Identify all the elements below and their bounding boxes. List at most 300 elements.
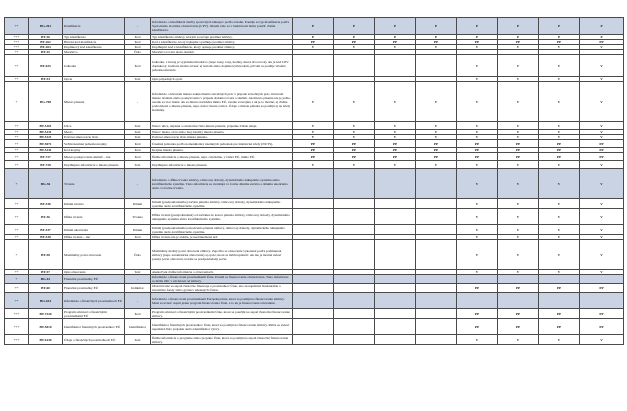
requirement-flag-cell: V [457, 335, 498, 345]
requirement-flag-cell: V [498, 45, 539, 50]
term-name-cell: Opis obnovenia [63, 270, 125, 275]
code-cell-text: BT-5121 [39, 135, 52, 139]
requirement-flag-cell: PP [539, 148, 580, 153]
requirement-flag-cell: V [416, 135, 457, 140]
table-row [5, 275, 624, 284]
requirement-flag-cell: PP [539, 309, 580, 319]
requirement-flag-cell: PP [457, 284, 498, 293]
requirement-flag-cell: PP [457, 153, 498, 161]
code-cell-text: BT-57 [41, 270, 50, 274]
requirement-flag-cell [375, 55, 416, 77]
requirement-flag-cell: V [334, 161, 375, 169]
term-name-cell: Dátum začatia [63, 199, 125, 209]
requirement-flag-cell [539, 275, 580, 284]
requirement-flag-cell: V [498, 55, 539, 77]
code-cell [29, 309, 63, 319]
code-cell [29, 209, 63, 225]
representation-type-cell: Kód [125, 235, 151, 240]
requirement-flag-cell: P [580, 35, 624, 40]
requirement-flag-cell: P [293, 18, 334, 35]
requirement-flag-cell: V [457, 82, 498, 122]
requirement-flag-cell: P [293, 35, 334, 40]
level-cell: ++ [5, 130, 29, 135]
requirement-flag-cell: V [539, 122, 580, 130]
requirement-flag-cell [334, 55, 375, 77]
code-cell-text: BT-54 [41, 77, 50, 81]
requirement-flag-cell: V [457, 199, 498, 209]
requirement-flag-cell [375, 169, 416, 199]
requirement-flag-cell: PP [498, 153, 539, 161]
term-name-cell: Finančné prostriedky EÚ [63, 284, 125, 293]
table-row [5, 284, 624, 293]
table-row [5, 161, 624, 169]
requirement-flag-cell: V [498, 82, 539, 122]
code-cell [29, 240, 63, 270]
requirement-flag-cell: P [334, 18, 375, 35]
code-cell-text: BT-36 [41, 214, 50, 219]
requirement-flag-cell [498, 293, 539, 309]
representation-type-cell: Kód [125, 40, 151, 45]
definition-cell: Územná jednotka podľa nomenklatúry územných jednotiek pre štatistické účely (NUTS). [151, 140, 293, 148]
requirement-flag-cell: V [498, 122, 539, 130]
requirement-flag-cell: V [539, 161, 580, 169]
requirement-flag-cell: V [580, 135, 624, 140]
requirement-flag-cell: PP [293, 140, 334, 148]
representation-type-cell: Číslo [125, 50, 151, 55]
table-row [5, 199, 624, 209]
requirement-flag-cell: PP [580, 40, 624, 45]
requirement-flag-cell [580, 275, 624, 284]
requirement-flag-cell [457, 275, 498, 284]
requirement-flag-cell: V [416, 122, 457, 130]
requirement-flag-cell [375, 284, 416, 293]
code-cell-text: BT-263 [40, 45, 51, 49]
requirement-flag-cell: V [580, 225, 624, 235]
definition-cell: Obstarávanie sa aspoň čiastočne financuje z prostriedkov Únie, ako sú napríklad štrukturálne a investičné fondy alebo grantov udelených Úniou. [151, 284, 293, 293]
definition-cell: Maximálny možný počet obnovení zmluvy. Započíta sa obnovenie vykonané podľa podmienok zmluvy (napr. automatické obnovenie) aj opcie, ktoré sa môžu uplatniť. Ak nie je možné uviesť presný počet obnovení, uvedie sa predpokladaný počet. [151, 240, 293, 270]
definition-cell: Dĺžka trvania (predpokladaná) od začiatku do konca plnenia zmluvy, rámcovej dohody, dynamického nákupného systému alebo kvalifikačného systému. [151, 209, 293, 225]
term-name-cell: Dátum ukončenia [63, 225, 125, 235]
requirement-flag-cell: PP [498, 284, 539, 293]
term-name-cell: Miesto plnenia [63, 82, 125, 122]
representation-type-cell: Kód [125, 148, 151, 153]
requirement-flag-cell: V [416, 161, 457, 169]
definition-cell: Opis prípadných opcií. [151, 77, 293, 82]
code-cell-text: BT-7220 [39, 311, 52, 316]
requirement-flag-cell [293, 169, 334, 199]
requirement-flag-cell: V [498, 240, 539, 270]
term-name-cell: Ulica [63, 122, 125, 130]
requirement-flag-cell [416, 55, 457, 77]
definition-cell: Informácie o financovaní prostriedkami Únie. Posúdi sa financovanie obstarávania. Tieto informácie sa môžu líšiť v závislosti od zmluvy. [151, 275, 293, 284]
requirement-flag-cell: PP [580, 284, 624, 293]
code-cell-text: BT-5101 [39, 123, 52, 128]
requirement-flag-cell: PP [457, 40, 498, 45]
definition-cell: Jednotka, v ktorej je vyjadrené množstvo (napr. kusy, tony, hodiny, metre štvorcové). Ak je kód CPV doplnkový, hodnotu možno uviesť aj textom alebo doplnkovým kódom, pričom sa použije vhodná jednotka merania. [151, 55, 293, 77]
definition-cell: Krajina miesta plnenia. [151, 148, 293, 153]
code-cell-text: BT-262 [40, 40, 51, 44]
requirement-flag-cell: V [457, 209, 498, 225]
table-row [5, 335, 624, 345]
requirement-flag-cell: V [293, 122, 334, 130]
requirement-flag-cell: P [539, 35, 580, 40]
term-name-cell: Identifikátor finančných prostriedkov EÚ [63, 319, 125, 335]
requirement-flag-cell [334, 169, 375, 199]
requirement-flag-cell [416, 284, 457, 293]
requirement-flag-cell [498, 275, 539, 284]
requirement-flag-cell: V [416, 130, 457, 135]
requirement-flag-cell: PP [498, 140, 539, 148]
level-cell: ++ [5, 50, 29, 55]
table-row [5, 319, 624, 335]
level-cell: ++ [5, 153, 29, 161]
representation-type-cell: Trvanie [125, 209, 151, 225]
requirement-flag-cell: PP [416, 140, 457, 148]
definition-cell: Informácie o financovaní prostriedkami Európskej únie, ktoré sa použijú na financovanie zmluvy. Musí sa uviesť aspoň jeden program financovania Únie, a to ak je financovanie relevantné. [151, 293, 293, 309]
definition-cell: Akékoľvek ďalšie informácie o obnoveniach. [151, 270, 293, 275]
requirement-flag-cell: V [416, 82, 457, 122]
definition-cell: Ďalšie informácie o mieste plnenia, napr. celoštátne, v rámci EÚ, mimo EÚ. [151, 153, 293, 161]
requirement-flag-cell: V [580, 77, 624, 82]
requirement-flag-cell: V [580, 199, 624, 209]
requirement-flag-cell: V [334, 82, 375, 122]
level-cell: ++ [5, 284, 29, 293]
requirement-flag-cell: P [457, 35, 498, 40]
requirement-flag-cell: V [539, 130, 580, 135]
requirement-flag-cell: PP [416, 40, 457, 45]
term-name-cell: Jednotka [63, 55, 125, 77]
requirement-flag-cell: V [457, 235, 498, 240]
requirement-flag-cell [457, 293, 498, 309]
definition-cell: Množstvo tovaru alebo služieb. [151, 50, 293, 55]
requirement-flag-cell: V [334, 122, 375, 130]
code-cell-text: BG-708 [39, 99, 52, 104]
requirement-flag-cell: V [498, 169, 539, 199]
requirement-flag-cell: PP [498, 309, 539, 319]
code-cell [29, 55, 63, 77]
code-cell-text: BG-61 [40, 277, 51, 281]
requirement-flag-cell: V [375, 130, 416, 135]
representation-type-cell: Text [125, 161, 151, 169]
requirement-flag-cell: V [580, 161, 624, 169]
requirement-flag-cell: V [498, 199, 539, 209]
requirement-flag-cell: PP [293, 148, 334, 153]
level-cell: ++ [5, 148, 29, 153]
code-cell [29, 153, 63, 161]
requirement-flag-cell: V [539, 135, 580, 140]
code-cell-text: BT-625 [40, 63, 51, 68]
requirement-flag-cell [416, 225, 457, 235]
level-cell: ++ [5, 77, 29, 82]
code-cell-text: BT-58 [41, 252, 50, 257]
requirement-flag-cell [416, 309, 457, 319]
requirement-flag-cell [580, 293, 624, 309]
level-cell: +++ [5, 35, 29, 40]
requirement-flag-cell: V [375, 161, 416, 169]
code-cell [29, 319, 63, 335]
code-cell-text: BT-536 [40, 201, 51, 206]
definition-cell: Informácie o hlavnom mieste uskutočnenia stavebných prác v prípade stavebných prác, hlavnom mieste dodania alebo poskytovania v prípade dodania tovaru a služieb. Ak miesto plnenia nie je jedno, uvedie sa viac miest. Ak sa miesto nachádza mimo EÚ, uvedie sa krajina a ak je to možné, aj ďalšie podrobnosti o mieste plnenia, napr. názov mesta a ulice. Údaje o mieste plnenia sa použijú aj na účely štatistiky. [151, 82, 293, 122]
term-name-cell: Klasifikácia [63, 18, 125, 35]
level-cell: +++ [5, 40, 29, 45]
requirement-flag-cell: P [539, 18, 580, 35]
requirement-flag-cell: V [457, 122, 498, 130]
requirement-flag-cell: PP [334, 153, 375, 161]
table-row [5, 209, 624, 225]
requirement-flag-cell: PP [539, 140, 580, 148]
term-name-cell: Dĺžka trvania – iné [63, 235, 125, 240]
requirement-flag-cell: V [498, 225, 539, 235]
definition-cell: Informácie o dĺžke trvania zmluvy, rámcovej dohody, dynamického nákupného systému alebo kvalifikačného systému. Tieto informácie sa uvádzajú vo forme dátumu začatia a dátumu ukončenia alebo vo forme trvania. [151, 169, 293, 199]
requirement-flag-cell [416, 169, 457, 199]
code-cell [29, 275, 63, 284]
requirement-flag-cell: PP [457, 148, 498, 153]
requirement-flag-cell: V [375, 45, 416, 50]
requirement-flag-cell: P [375, 18, 416, 35]
requirement-flag-cell: V [580, 55, 624, 77]
term-name-cell: Doplňujúce informácie o mieste plnenia [63, 161, 125, 169]
requirement-flag-cell: V [498, 161, 539, 169]
level-cell: +++ [5, 309, 29, 319]
requirement-flag-cell [416, 319, 457, 335]
requirement-flag-cell: V [375, 122, 416, 130]
requirement-flag-cell: V [498, 270, 539, 275]
code-cell-text: BT-26 [41, 35, 50, 39]
requirement-flag-cell [375, 335, 416, 345]
requirement-flag-cell [375, 319, 416, 335]
table-row [5, 82, 624, 122]
code-cell-text: BT-727 [40, 154, 51, 159]
table-row [5, 293, 624, 309]
requirement-flag-cell: V [539, 199, 580, 209]
table-row [5, 18, 624, 35]
code-cell [29, 82, 63, 122]
code-cell-text: BT-537 [40, 227, 51, 232]
level-cell: ++ [5, 270, 29, 275]
code-cell [29, 293, 63, 309]
requirement-flag-cell [416, 209, 457, 225]
requirement-flag-cell: PP [498, 148, 539, 153]
requirement-flag-cell [375, 209, 416, 225]
requirement-flag-cell: PP [539, 284, 580, 293]
level-cell: + [5, 82, 29, 122]
level-cell: ++ [5, 209, 29, 225]
requirement-flag-cell [334, 240, 375, 270]
term-name-cell: Mesto [63, 130, 125, 135]
level-cell: + [5, 169, 29, 199]
requirement-flag-cell [293, 335, 334, 345]
requirement-flag-cell [293, 293, 334, 309]
code-cell-text: BT-5131 [39, 130, 52, 134]
term-name-cell: Poštové smerovacie číslo [63, 135, 125, 140]
requirement-flag-cell: V [293, 45, 334, 50]
level-cell: ++ [5, 18, 29, 35]
representation-type-cell: - [125, 169, 151, 199]
requirement-flag-cell [375, 240, 416, 270]
code-cell [29, 225, 63, 235]
requirement-flag-cell: PP [375, 148, 416, 153]
definition-cell: Doplňujúci kód z klasifikácie, ktorý opisuje predmet zmluvy. [151, 45, 293, 50]
code-cell [29, 169, 63, 199]
requirement-flag-cell: V [539, 225, 580, 235]
requirement-flag-cell [293, 209, 334, 225]
requirement-flag-cell: V [293, 135, 334, 140]
requirement-flag-cell: V [457, 77, 498, 82]
requirement-flag-cell: PP [539, 40, 580, 45]
requirement-flag-cell [375, 309, 416, 319]
requirement-flag-cell [416, 240, 457, 270]
requirement-flag-cell: PP [375, 40, 416, 45]
representation-type-cell: Kód [125, 45, 151, 50]
requirement-flag-cell [416, 335, 457, 345]
level-cell: ++ [5, 161, 29, 169]
term-name-cell: Finančné prostriedky EÚ [63, 275, 125, 284]
requirement-flag-cell: PP [580, 140, 624, 148]
requirement-flag-cell: V [457, 55, 498, 77]
table-row [5, 309, 624, 319]
term-name-cell: Doplnkový kód klasifikácie [63, 45, 125, 50]
requirement-flag-cell: P [334, 35, 375, 40]
code-cell [29, 335, 63, 345]
table-row [5, 153, 624, 161]
requirement-flag-cell: P [498, 18, 539, 35]
requirement-flag-cell: V [539, 55, 580, 77]
requirement-flag-cell: V [539, 45, 580, 50]
requirement-flag-cell: V [498, 209, 539, 225]
table-row [5, 225, 624, 235]
requirement-flag-cell [416, 275, 457, 284]
definition-cell: Identifikátor finančných prostriedkov Únie, ktoré sa použijú na financovanie zmluvy. Môže sa uviesť napríklad číslo projektu alebo identifikátor výzvy. [151, 319, 293, 335]
representation-type-cell: - [125, 275, 151, 284]
requirement-flag-cell [375, 225, 416, 235]
term-name-cell: Údaje o finančných prostriedkoch EÚ [63, 335, 125, 345]
representation-type-cell: Kód [125, 153, 151, 161]
code-cell-text: BG-614 [39, 298, 52, 303]
requirement-flag-cell: V [498, 335, 539, 345]
requirement-flag-cell: V [457, 240, 498, 270]
requirement-flag-cell: V [457, 161, 498, 169]
requirement-flag-cell: V [580, 235, 624, 240]
requirement-flag-cell [334, 275, 375, 284]
requirement-flag-cell: PP [416, 148, 457, 153]
requirement-flag-cell [334, 335, 375, 345]
requirement-flag-cell [334, 225, 375, 235]
level-cell: +++ [5, 319, 29, 335]
representation-type-cell: Kód [125, 140, 151, 148]
requirement-flag-cell: PP [580, 309, 624, 319]
requirement-flag-cell: V [457, 270, 498, 275]
level-cell: + [5, 275, 29, 284]
requirement-flag-cell [375, 275, 416, 284]
requirement-flag-cell [334, 293, 375, 309]
code-cell-text: BG-261 [39, 24, 52, 28]
requirement-flag-cell: V [539, 209, 580, 225]
level-cell: ++ [5, 140, 29, 148]
level-cell: ++ [5, 135, 29, 140]
requirement-flag-cell [334, 284, 375, 293]
code-cell [29, 122, 63, 130]
representation-type-cell: Kód [125, 55, 151, 77]
requirement-flag-cell: V [498, 77, 539, 82]
requirement-flag-cell [293, 275, 334, 284]
table-row [5, 169, 624, 199]
requirement-flag-cell: V [334, 45, 375, 50]
requirement-flag-cell: PP [334, 140, 375, 148]
requirement-flag-cell: PP [293, 153, 334, 161]
requirement-flag-cell [416, 199, 457, 209]
requirement-flag-cell: V [580, 209, 624, 225]
requirement-flag-cell: V [293, 130, 334, 135]
requirement-flag-cell: V [539, 240, 580, 270]
level-cell: ++ [5, 293, 29, 309]
requirement-flag-cell [293, 319, 334, 335]
requirement-flag-cell [334, 309, 375, 319]
definition-cell: Dátum (predpokladaného) ukončenia plnenia zmluvy, rámcovej dohody, dynamického nákupného systému alebo kvalifikačného systému. [151, 225, 293, 235]
requirement-flag-cell: V [580, 169, 624, 199]
requirement-flag-cell: V [416, 45, 457, 50]
code-cell-text: BT-538 [40, 235, 51, 239]
code-cell-text: BT-25 [41, 50, 50, 54]
definition-cell: Dĺžka trvania nie je známa, je neobmedzená atď. [151, 235, 293, 240]
requirement-flag-cell: V [580, 82, 624, 122]
level-cell: ++ [5, 55, 29, 77]
requirement-flag-cell: PP [539, 319, 580, 335]
term-name-cell: Hlavná kód klasifikácie [63, 40, 125, 45]
requirement-flag-cell: P [416, 35, 457, 40]
definition-cell: Doplňujúce informácie o mieste plnenia. [151, 161, 293, 169]
term-name-cell: Množstvo [63, 50, 125, 55]
code-cell [29, 284, 63, 293]
requirement-flag-cell: V [580, 270, 624, 275]
term-name-cell: Informácie o finančných prostriedkoch EÚ [63, 293, 125, 309]
definition-cell: Kód z klasifikácie, ktorý najlepšie vystihuje predmet zmluvy. [151, 40, 293, 45]
requirement-flag-cell [293, 199, 334, 209]
requirement-flag-cell: V [293, 161, 334, 169]
code-cell [29, 18, 63, 35]
requirement-flag-cell: V [539, 235, 580, 240]
representation-type-cell: Kód [125, 309, 151, 319]
representation-type-cell: Text [125, 122, 151, 130]
requirement-flag-cell: PP [375, 140, 416, 148]
term-name-cell: Typ klasifikácie [63, 35, 125, 40]
term-name-cell: Kód krajiny [63, 148, 125, 153]
requirement-flag-cell: V [293, 82, 334, 122]
level-cell: ++ [5, 225, 29, 235]
representation-type-cell: Text [125, 77, 151, 82]
term-name-cell: Trvanie [63, 169, 125, 199]
requirement-flag-cell: PP [580, 148, 624, 153]
requirement-flag-cell: PP [416, 153, 457, 161]
requirement-flag-cell: V [539, 169, 580, 199]
level-cell: ++ [5, 199, 29, 209]
requirement-flag-cell: PP [457, 319, 498, 335]
requirement-flag-cell: V [457, 135, 498, 140]
requirement-flag-cell: V [580, 122, 624, 130]
requirement-flag-cell: PP [498, 319, 539, 335]
code-cell-text: BG-36 [40, 181, 51, 186]
requirement-flag-cell: P [457, 18, 498, 35]
requirement-flag-cell [293, 55, 334, 77]
code-cell-text: BT-5141 [39, 148, 52, 152]
representation-type-cell: Text [125, 270, 151, 275]
requirement-flag-cell: PP [580, 153, 624, 161]
representation-type-cell: - [125, 82, 151, 122]
representation-type-cell: - [125, 18, 151, 35]
requirement-flag-cell: V [375, 135, 416, 140]
term-name-cell: Dĺžka trvania [63, 209, 125, 225]
definition-cell: Ďalšie informácie o programe alebo projekte Únie, ktoré sa použijú na aspoň čiastočné financovanie zmluvy. [151, 335, 293, 345]
requirement-flag-cell [293, 309, 334, 319]
